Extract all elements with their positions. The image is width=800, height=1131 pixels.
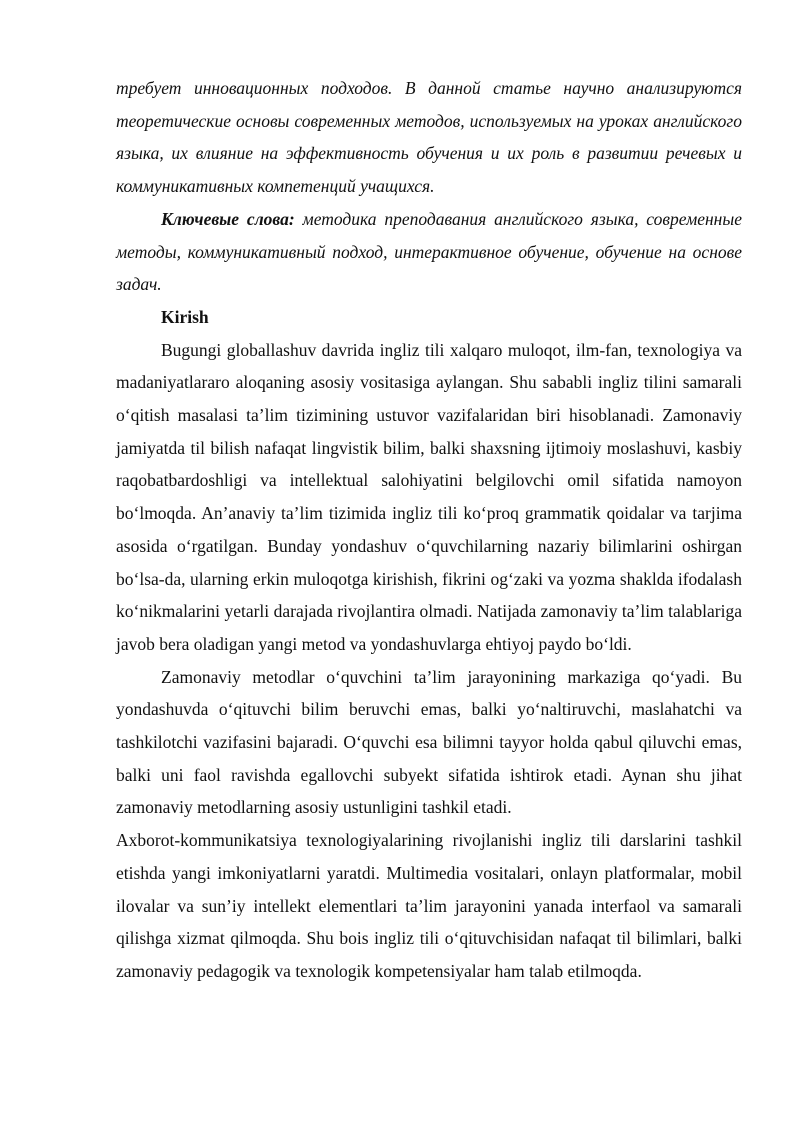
abstract-tail: требует инновационных подходов. В данной статье научно анализируются теоретические основы современных методов, используемых на уроках английского языка, их влияние на эффективность обучения и их роль в развитии речевых и коммуникативных компетенций учащихся.: [116, 78, 742, 197]
keywords-paragraph: [116, 203, 742, 301]
keywords-label: Ключевые слова:: [161, 208, 295, 229]
keywords-text: методика преподавания английского языка, современные методы, коммуникативный подход, интерактивное обучение, обучение на основе задач.: [116, 208, 742, 295]
document-body: [116, 72, 742, 988]
section-heading: Kirish: [161, 306, 209, 327]
body-paragraph-1: Bugungi globallashuv davrida ingliz tili xalqaro muloqot, ilm-fan, texnologiya va madaniyatlararo aloqaning asosiy vositasiga aylangan. Shu sababli ingliz tilini samarali o‘qitish masalasi ta’lim tizimining ustuvor vazifalaridan biri hisoblanadi. Zamonaviy jamiyatda til bilish nafaqat lingvistik bilim, balki shaxsning ijtimoiy moslashuvi, kasbiy raqobatbardoshligi va intellektual salohiyatini belgilovchi omil sifatida namoyon bo‘lmoqda. An’anaviy ta’lim tizimida ingliz tili ko‘proq grammatik qoidalar va tarjima asosida o‘rgatilgan. Bunday yondashuv o‘quvchilarning nazariy bilimlarini oshirgan bo‘lsa-da, ularning erkin muloqotga kirishish, fikrini og‘zaki va yozma shaklda ifodalash ko‘nikmalarini yetarli darajada rivojlantira olmadi. Natijada zamonaviy ta’lim talablariga javob bera oladigan yangi metod va yondashuvlarga ehtiyoj paydo bo‘ldi.: [116, 339, 742, 654]
body-paragraph-3: Axborot-kommunikatsiya texnologiyalarining rivojlanishi ingliz tili darslarini tashkil etishda yangi imkoniyatlarni yaratdi. Multimedia vositalari, onlayn platformalar, mobil ilovalar va sun’iy intellekt elementlari ta’lim jarayonini yanada interfaol va samarali qilishga xizmat qilmoqda. Shu bois ingliz tili o‘qituvchisidan nafaqat til bilimlari, balki zamonaviy pedagogik va texnologik kompetensiyalar ham talab etilmoqda.: [116, 830, 742, 981]
body-paragraph-2: Zamonaviy metodlar o‘quvchini ta’lim jarayonining markaziga qo‘yadi. Bu yondashuvda o‘qituvchi bilim beruvchi emas, balki yo‘naltiruvchi, maslahatchi va tashkilotchi vazifasini bajaradi. O‘quvchi esa bilimni tayyor holda qabul qiluvchi emas, balki uni faol ravishda egallovchi subyekt sifatida ishtirok etadi. Aynan shu jihat zamonaviy metodlarning asosiy ustunligini tashkil etadi.: [116, 666, 742, 818]
